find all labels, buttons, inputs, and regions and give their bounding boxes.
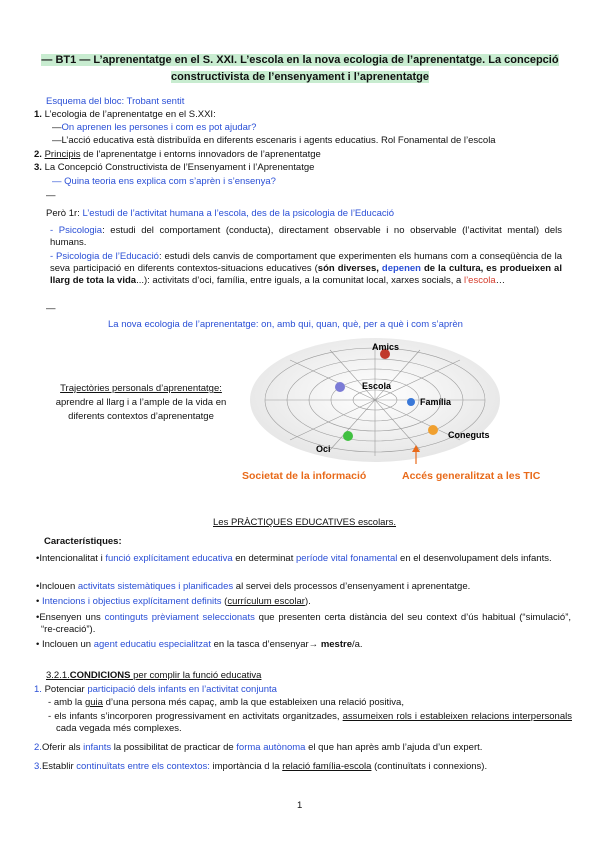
- separator: —: [46, 303, 56, 314]
- ecology-heading: La nova ecologia de l’aprenentatge: on, amb qui, quan, què, per a què i com s’aprèn: [108, 319, 463, 330]
- amics-label: Amics: [372, 342, 400, 352]
- condicio-1: 1. Potenciar participació dels infants en l’activitat conjunta: [34, 684, 277, 695]
- part1-heading: Però 1r: L’estudi de l’activitat humana a l’escola, des de la psicologia de l’Educació: [46, 208, 395, 219]
- condicio-1-sub-2: - els infants s’incorporen progressivament en activitats organitzades, assumeixen rols i estableixen relacions interpersonals cada vegada més complexes.: [48, 711, 572, 734]
- escola-label: Escola: [362, 381, 392, 391]
- condicions-heading: 3.2.1.CONDICIONS per complir la funció educativa: [46, 670, 262, 681]
- practiques-heading: Les PRÀCTIQUES EDUCATIVES escolars.: [213, 517, 397, 528]
- oci-node: [343, 431, 353, 441]
- title-line-1: — BT1 — L’aprenentatge en el S. XXI. L’escola en la nova ecologia de l’aprenentatge. La concepció: [41, 54, 559, 66]
- spider-web-diagram: [240, 338, 510, 486]
- esquema-item-2: 2. Principis de l’aprenentatge i entorns innovadors de l’aprenentatge: [34, 149, 321, 160]
- esquema-item-1: 1. L’ecologia de l’aprenentatge en el S.XXI:: [34, 109, 216, 120]
- acces-label: Accés generalitzat a les TIC: [402, 470, 541, 482]
- coneguts-node: [428, 425, 438, 435]
- page-title: [40, 52, 560, 86]
- familia-node: [407, 398, 415, 406]
- psicologia-educacio-definition: - Psicologia de l’Educació: estudi dels canvis de comportament que experimenten els humans com a conseqüència de la seva participació en diferents contextos-situacions educatives (són diverses, depenen de la cultura, es produeixen al llarg de tota la vida...): activitats d’oci, família, entre iguals, a la comunitat local, xarxes socials, a l’escola…: [50, 251, 562, 286]
- bullet-intencionalitat: •Intencionalitat i funció explícitament educativa en determinat període vital fonamental en el desenvolupament dels infants.: [36, 553, 552, 564]
- escola-node: [335, 382, 345, 392]
- psicologia-definition: - Psicologia: estudi del comportament (conducta), directament observable i no observable (l’activitat mental) dels humans.: [50, 225, 562, 248]
- condicio-2: 2.Oferir als infants la possibilitat de practicar de forma autònoma el que han après amb l’ajuda d’un expert.: [34, 742, 483, 753]
- esquema-heading: Esquema del bloc: Trobant sentit: [46, 96, 185, 107]
- condicio-1-sub-1: - amb la guia d’una persona més capaç, amb la que estableixen una relació positiva,: [48, 697, 404, 708]
- principis-link[interactable]: Principis: [44, 149, 81, 160]
- coneguts-label: Coneguts: [448, 430, 490, 440]
- esquema-item-3-sub-1: — Quina teoria ens explica com s’aprèn i s’ensenya?: [52, 176, 276, 187]
- esquema-item-1-sub-2: —L’acció educativa està distribuïda en diferents escenaris i agents educatius. Rol Fonamental de l’escola: [52, 135, 496, 146]
- bullet-intencions: • Intencions i objectius explícitament definits (currículum escolar).: [36, 596, 311, 607]
- trajectories-text: Trajectòries personals d’aprenentatge: aprendre al llarg i a l’ample de la vida en diferents contextos d’aprenentatge: [46, 382, 236, 424]
- esquema-item-1-sub-1: —On aprenen les persones i com es pot ajudar?: [52, 122, 257, 133]
- page-number: 1: [297, 800, 303, 811]
- societat-label: Societat de la informació: [242, 470, 367, 482]
- bullet-agent: • Inclouen un agent educatiu especialitzat en la tasca d’ensenyar→ mestre/a.: [36, 639, 363, 650]
- oci-label: Oci: [316, 444, 331, 454]
- caracteristiques-heading: Característiques:: [44, 536, 122, 547]
- trajectories-title: Trajectòries personals d’aprenentatge:: [60, 383, 222, 394]
- condicio-3: 3.Establir continuïtats entre els contextos: importància d la relació família-escola (continuïtats i connexions).: [34, 761, 488, 772]
- bullet-activitats: •Inclouen activitats sistemàtiques i planificades al servei dels processos d’ensenyament i aprenentatge.: [36, 581, 471, 592]
- esquema-item-3: 3. La Concepció Constructivista de l’Ensenyament i l’Aprenentatge: [34, 162, 315, 173]
- familia-label: Família: [420, 397, 452, 407]
- bullet-continguts: •Ensenyen uns continguts prèviament seleccionats que presenten certa distància del seu context d’ús habitual (“simulació”, “re-creació”).: [36, 612, 571, 635]
- separator: —: [46, 190, 56, 201]
- title-line-2: constructivista de l’ensenyament i l’aprenentatge: [171, 71, 429, 83]
